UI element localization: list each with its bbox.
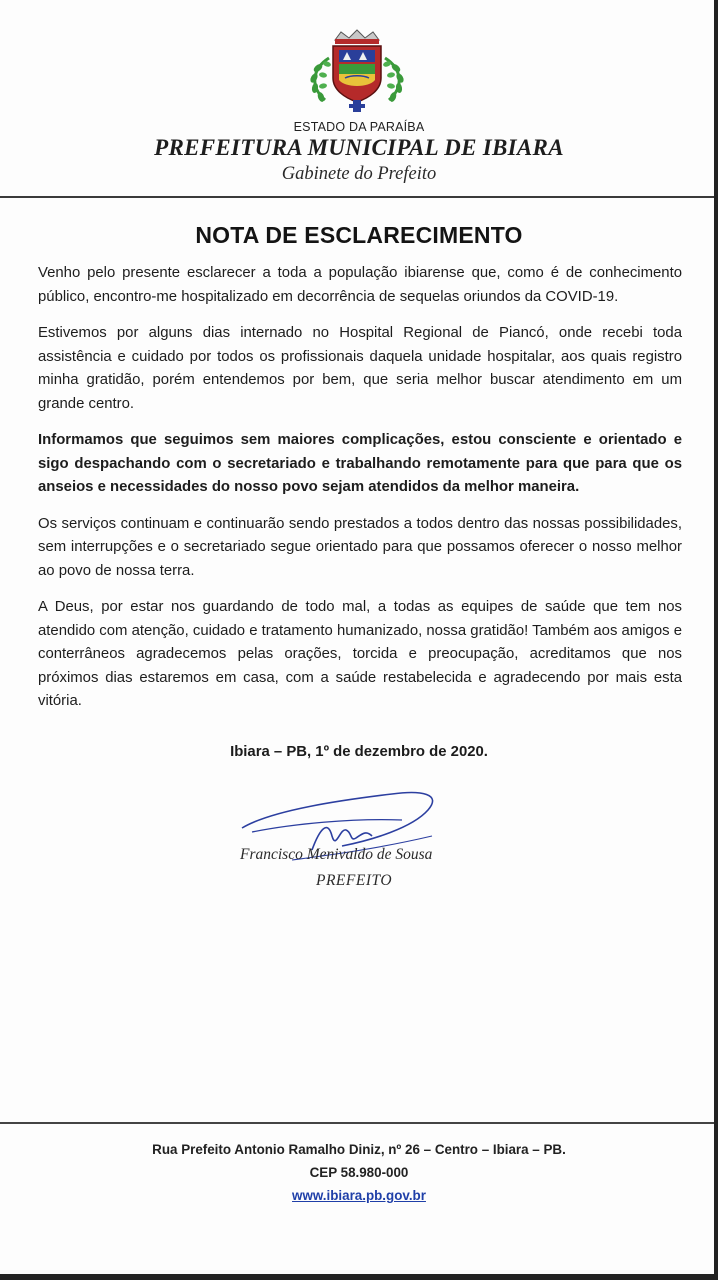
paragraph: Os serviços continuam e continuarão sendo prestados a todos dentro das nossas possibilidades, sem interrupções e o secretariado segue orientado para que possamos oferecer o nosso melhor ao povo de nossa terra.	[38, 515, 682, 579]
date-line: Ibiara – PB, 1º de dezembro de 2020.	[230, 744, 488, 760]
paragraph: A Deus, por estar nos guardando de todo mal, a todas as equipes de saúde que tem nos atendido com atenção, cuidado e tratamento humanizado, nossa gratidão! Também aos amigos e conterrâneos agradecemos pelas orações, torcida e preocupação, acreditamos que nos próximos dias estaremos em casa, com a saúde restabelecida e agradecendo por mais esta vitória.	[38, 599, 682, 709]
footer	[0, 1138, 718, 1207]
website-link[interactable]: www.ibiara.pb.gov.br	[292, 1188, 426, 1203]
signatory-role: PREFEITO	[316, 872, 393, 889]
paragraph-bold: Informamos que seguimos sem maiores complicações, estou consciente e orientado e sigo despachando com o secretariado e trabalhando remotamente para que para que os anseios e necessidades do nosso povo sejam atendidos da melhor maneira.	[38, 432, 682, 495]
letterhead	[0, 0, 718, 198]
document-title: NOTA DE ESCLARECIMENTO	[195, 222, 523, 248]
office-name: Gabinete do Prefeito	[281, 164, 437, 184]
document-body	[38, 262, 682, 714]
signatory-name: Francisco Menivaldo de Sousa	[240, 846, 433, 863]
coat-of-arms-icon	[299, 28, 415, 116]
paragraph: Estivemos por alguns dias internado no Hospital Regional de Piancó, onde recebi toda assistência e cuidado por todos os profissionais daquela unidade hospitalar, aos quais registro minha gratidão, porém entendemos por bem, que seria melhor buscar atendimento em um grande centro.	[38, 325, 682, 412]
prefecture-name: PREFEITURA MUNICIPAL DE IBIARA	[154, 135, 564, 160]
footer-divider	[0, 1122, 718, 1124]
header-divider	[0, 196, 718, 198]
footer-address: Rua Prefeito Antonio Ramalho Diniz, nº 26 – Centro – Ibiara – PB.	[152, 1142, 566, 1157]
paragraph: Venho pelo presente esclarecer a toda a população ibiarense que, como é de conhecimento público, encontro-me hospitalizado em decorrência de sequelas oriundos da COVID-19.	[38, 265, 682, 305]
state-name: ESTADO DA PARAÍBA	[293, 120, 425, 134]
footer-cep: CEP 58.980-000	[309, 1165, 409, 1180]
